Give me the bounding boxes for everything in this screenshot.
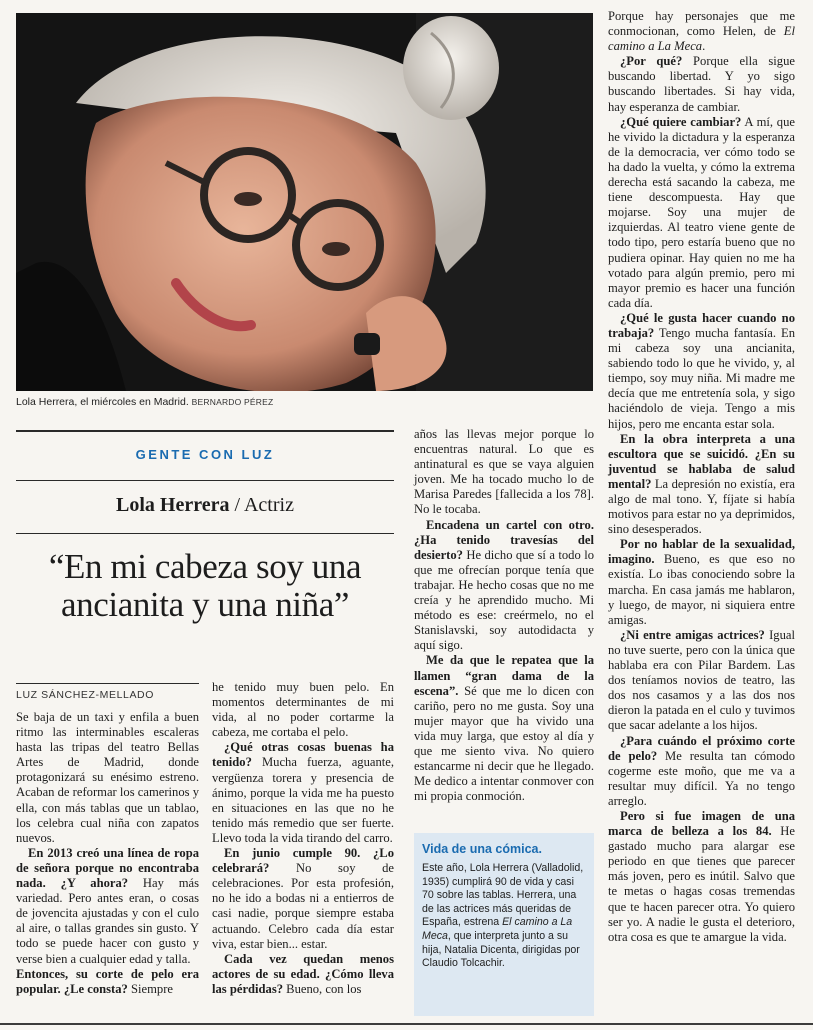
question: En junio cumple 90. ¿Lo celebrará?	[212, 846, 394, 876]
portrait-illustration	[16, 13, 593, 391]
qa-paragraph	[608, 432, 795, 538]
answer: Me resulta tan cómodo cogerme este moño, que me va a resultar muy difícil. Ya no tengo arreglo.	[608, 748, 795, 808]
question: ¿Qué quiere cambiar?	[620, 114, 742, 129]
subject-role: Actriz	[243, 494, 294, 516]
question: Por no hablar de la sexualidad, imagino.	[608, 537, 795, 567]
qa-paragraph	[212, 846, 394, 952]
answer: Tengo mucha fantasía. En mi cabeza soy una ancianita, sabiendo todo lo que he vivido, y, al tiempo, soy muy niña. Mi madre me decía que me entretenía sola, y sigo haciéndolo de vieja. Tengo a mis hijos, pero me encanta estar sola.	[608, 325, 795, 431]
qa-paragraph	[212, 952, 394, 997]
answer: Mucha fuerza, aguante, vergüenza torera y presencia de ánimo, porque la vida me ha puesto en situaciones en las que no he tenido más remedio que ser fuerte. Llevo toda la vida tirando del carro.	[212, 755, 394, 845]
qa-paragraph	[608, 54, 795, 114]
question: En 2013 creó una línea de ropa de señora porque no encontraba nada. ¿Y ahora?	[16, 845, 199, 891]
question: En la obra interpreta a una escultora que se suicidó. ¿En su juventud se hablaba de salud mental?	[608, 431, 795, 491]
sidebar-text-a: Este año, Lola Herrera (Valladolid, 1935) cumplirá 90 de vida y casi 70 sobre las tablas. Herrera, una de las actrices más queridas de España, estrena	[422, 862, 584, 929]
answer: He dicho que sí a todo lo que me ofrecían porque tenía que trabajar. He hecho cosas que no me creía y he aprendido mucho. Mi método es ese: creérmelo, no el Stanislavski, soy autodidacta y aquí sigo.	[414, 547, 594, 653]
question: ¿Por qué?	[620, 54, 683, 69]
qa-paragraph	[212, 740, 394, 846]
question: Me da que le repatea que la llamen “gran dama de la escena”.	[414, 653, 594, 698]
qa-paragraph	[608, 537, 795, 628]
qa-paragraph	[608, 311, 795, 432]
column-3	[414, 427, 594, 804]
bottom-rule	[0, 1023, 813, 1025]
headline: “En mi cabeza soy una ancianita y una niña”	[48, 547, 362, 624]
qa-paragraph	[608, 734, 795, 809]
top-rule	[16, 430, 394, 432]
column-4	[608, 9, 795, 945]
qa-paragraph	[608, 628, 795, 734]
question: Pero si fue imagen de una marca de belleza a los 84.	[608, 808, 795, 839]
question: Entonces, su corte de pelo era popular. ¿Le consta?	[16, 966, 199, 996]
qa-paragraph	[414, 518, 594, 654]
qa-paragraph	[608, 809, 795, 945]
answer: Igual no tuve suerte, pero con la única que hablaba era con Pilar Bardem. Las dos teníamos novios de teatro, las dos nos casamos y a las dos nos dieron la patada en el culo y tuvimos que sacar adelante a los hijos.	[608, 627, 795, 733]
paragraph: años las llevas mejor porque lo encuentras natural. Lo que es antinatural es que se vaya alguien joven. Me ha tocado mucho lo de Marisa Paredes [fallecida a los 78]. No le tocaba.	[414, 427, 594, 517]
sidebar-body	[422, 862, 586, 971]
text: Porque hay personajes que me conmocionan, como Helen, de	[608, 9, 795, 39]
question: ¿Qué otras cosas buenas ha tenido?	[212, 740, 394, 770]
question: Encadena un cartel con otro. ¿Ha tenido travesías del desierto?	[414, 517, 594, 562]
sidebar-box	[414, 833, 594, 1016]
sidebar-play-title: El camino a La Meca	[422, 916, 573, 942]
caption-text: Lola Herrera, el miércoles en Madrid.	[16, 396, 189, 408]
answer: La depresión no existía, era algo de mal tono. Y, fíjate si había motivos para estar no ya deprimidos, sino desesperados.	[608, 476, 795, 537]
paragraph	[608, 9, 795, 54]
answer: He gastado mucho para alargar ese periodo en que tienes que parecer más joven, pero es inútil. Salvo que te metas o hagas cosas tremendas que te hacen parecer otra. Yo quiero ser yo. A nadie le gusta el deterioro, otra cosa es que te amargue la vida.	[608, 824, 795, 944]
qa-paragraph	[414, 653, 594, 804]
answer: Sé que me lo dicen con cariño, pero no me gusta. Soy una mujer mayor que ha vivido una vida muy larga, que estoy al día y que me siento viva. No quiero estancarme ni decir que he llegado. Me dedico a intentar conmover con mi propia conmoción.	[414, 683, 594, 804]
answer: A mí, que he vivido la dictadura y la esperanza de la democracia, ver cómo todo se ha dado la vuelta, y cómo la extrema derecha está sacando la cabeza, me tiene descompuesta. Hay que mojarse. Soy una mujer de izquierdas. Al teatro viene gente de todo tipo, pero estaría bueno que no pudiera opinar. Hay quien no me ha votado para algún premio, pero mi mayor premio es hacer una función cada día.	[608, 114, 795, 310]
column-2	[212, 680, 394, 997]
sidebar-title: Vida de una cómica.	[422, 842, 542, 856]
play-title: El camino a La Meca	[608, 24, 795, 54]
sidebar-text-b: , que interpreta junto a su hija, Natalia Dicenta, dirigidas por Claudio Tolcachir.	[422, 929, 580, 970]
portrait-photo	[16, 13, 593, 391]
subject-name: Lola Herrera	[116, 494, 230, 516]
qa-paragraph	[16, 846, 199, 967]
headline-rule	[16, 533, 394, 534]
section-rule	[16, 480, 394, 481]
question: ¿Para cuándo el próximo corte de pelo?	[608, 733, 795, 763]
question: Cada vez quedan menos actores de su edad. ¿Cómo lleva las pérdidas?	[212, 951, 394, 996]
subject-separator: /	[229, 494, 244, 516]
photo-caption	[16, 396, 593, 408]
text: .	[702, 39, 706, 54]
column-1	[16, 710, 199, 997]
author-rule	[16, 683, 199, 684]
answer: Bueno, es que eso no existía. Lo ibas conociendo sobre la marcha. En casa jamás me hablaron, y luego, de mayor, ni siquiera entre amigas.	[608, 552, 795, 627]
subject-line	[16, 494, 394, 517]
answer: Siempre	[127, 981, 173, 996]
paragraph: Se baja de un taxi y enfila a buen ritmo las interminables escaleras hasta las tripas del teatro Bellas Artes de Madrid, donde protagonizará su enésimo estreno. Acaban de reformar los camerinos y ella, con más tablas que un tablao, los celebra cual niña con zapatos nuevos.	[16, 710, 199, 845]
answer: Hay más variedad. Pero antes eran, o cosas de jovencita ajustadas y con el culo al aire, o tallas grandes sin gusto. Y todo se puede hacer con gusto y verse bien a cualquier edad y talla.	[16, 876, 199, 966]
author-byline: LUZ SÁNCHEZ-MELLADO	[16, 689, 155, 701]
paragraph: he tenido muy buen pelo. En momentos determinantes de mi vida, al no poder cortarme la cabeza, me cortaba el pelo.	[212, 680, 394, 740]
question: ¿Qué le gusta hacer cuando no trabaja?	[608, 310, 795, 340]
answer: No soy de celebraciones. Por esta profesión, no he ido a bodas ni a entierros de casi nadie, porque siempre estaba actuando. Celebro cada día estar viva, estar bien... estar.	[212, 861, 394, 951]
section-label: GENTE CON LUZ	[135, 447, 275, 462]
qa-paragraph	[608, 115, 795, 311]
answer: Porque ella sigue buscando libertad. Y yo sigo buscando libertades. Si hay vida, hay esperanza de cambiar.	[608, 54, 795, 114]
qa-paragraph	[16, 967, 199, 997]
answer: Bueno, con los	[283, 981, 362, 996]
photo-credit: BERNARDO PÉREZ	[191, 397, 274, 407]
question: ¿Ni entre amigas actrices?	[620, 627, 765, 642]
